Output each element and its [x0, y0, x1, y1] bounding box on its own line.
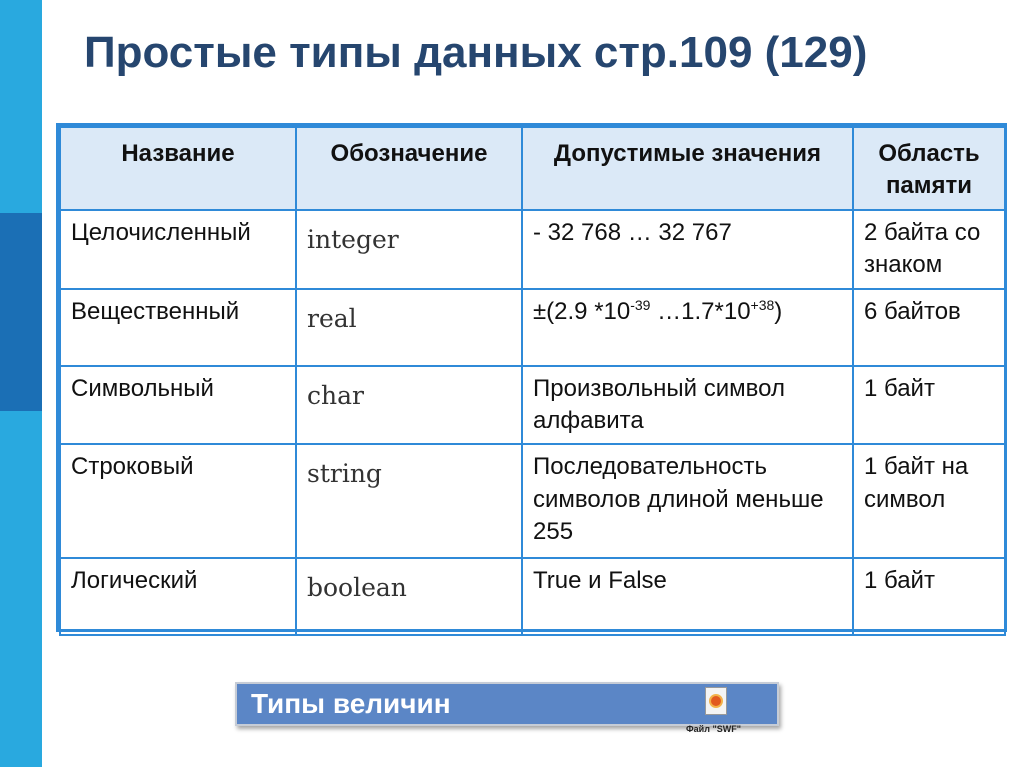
cell-code: string — [296, 444, 522, 558]
table-header-row — [60, 127, 1005, 210]
header-memory: Область памяти — [853, 127, 1005, 210]
cell-name: Логический — [60, 558, 296, 635]
header-range: Допустимые значения — [522, 127, 853, 210]
left-decor-accent — [0, 213, 42, 411]
slide-title: Простые типы данных стр.109 (129) — [84, 28, 868, 77]
table-row — [60, 558, 1005, 635]
types-of-values-link-button[interactable] — [235, 682, 779, 726]
range-middle: …1.7*10 — [650, 297, 751, 325]
cell-range: - 32 768 … 32 767 — [522, 210, 853, 289]
left-decor-bar — [0, 0, 42, 767]
cell-memory: 2 байта со знаком — [853, 210, 1005, 289]
swf-file-label: Файл "SWF" — [686, 724, 741, 734]
range-exponent-max: +38 — [750, 296, 775, 313]
range-exponent-min: -39 — [630, 296, 651, 313]
types-of-values-label: Типы величин — [251, 688, 451, 719]
cell-code: integer — [296, 210, 522, 289]
cell-memory: 1 байт — [853, 366, 1005, 445]
table-row — [60, 210, 1005, 289]
firefox-logo-icon — [709, 694, 723, 708]
cell-range: True и False — [522, 558, 853, 635]
cell-code: real — [296, 289, 522, 366]
range-prefix: ±(2.9 *10 — [533, 297, 631, 325]
cell-memory: 6 байтов — [853, 289, 1005, 366]
header-name: Название — [60, 127, 296, 210]
data-types-table — [56, 123, 1007, 632]
swf-file-icon[interactable] — [705, 687, 727, 715]
cell-range — [522, 289, 853, 366]
cell-range: Последовательность символов длиной меньше 255 — [522, 444, 853, 558]
table-row — [60, 444, 1005, 558]
cell-memory: 1 байт — [853, 558, 1005, 635]
cell-name: Вещественный — [60, 289, 296, 366]
cell-memory: 1 байт на символ — [853, 444, 1005, 558]
cell-code: boolean — [296, 558, 522, 635]
cell-name: Строковый — [60, 444, 296, 558]
cell-name: Целочисленный — [60, 210, 296, 289]
cell-range: Произвольный символ алфавита — [522, 366, 853, 445]
range-suffix: ) — [774, 297, 783, 325]
cell-code: char — [296, 366, 522, 445]
table-row — [60, 289, 1005, 366]
table-row — [60, 366, 1005, 445]
cell-name: Символьный — [60, 366, 296, 445]
header-code: Обозначение — [296, 127, 522, 210]
